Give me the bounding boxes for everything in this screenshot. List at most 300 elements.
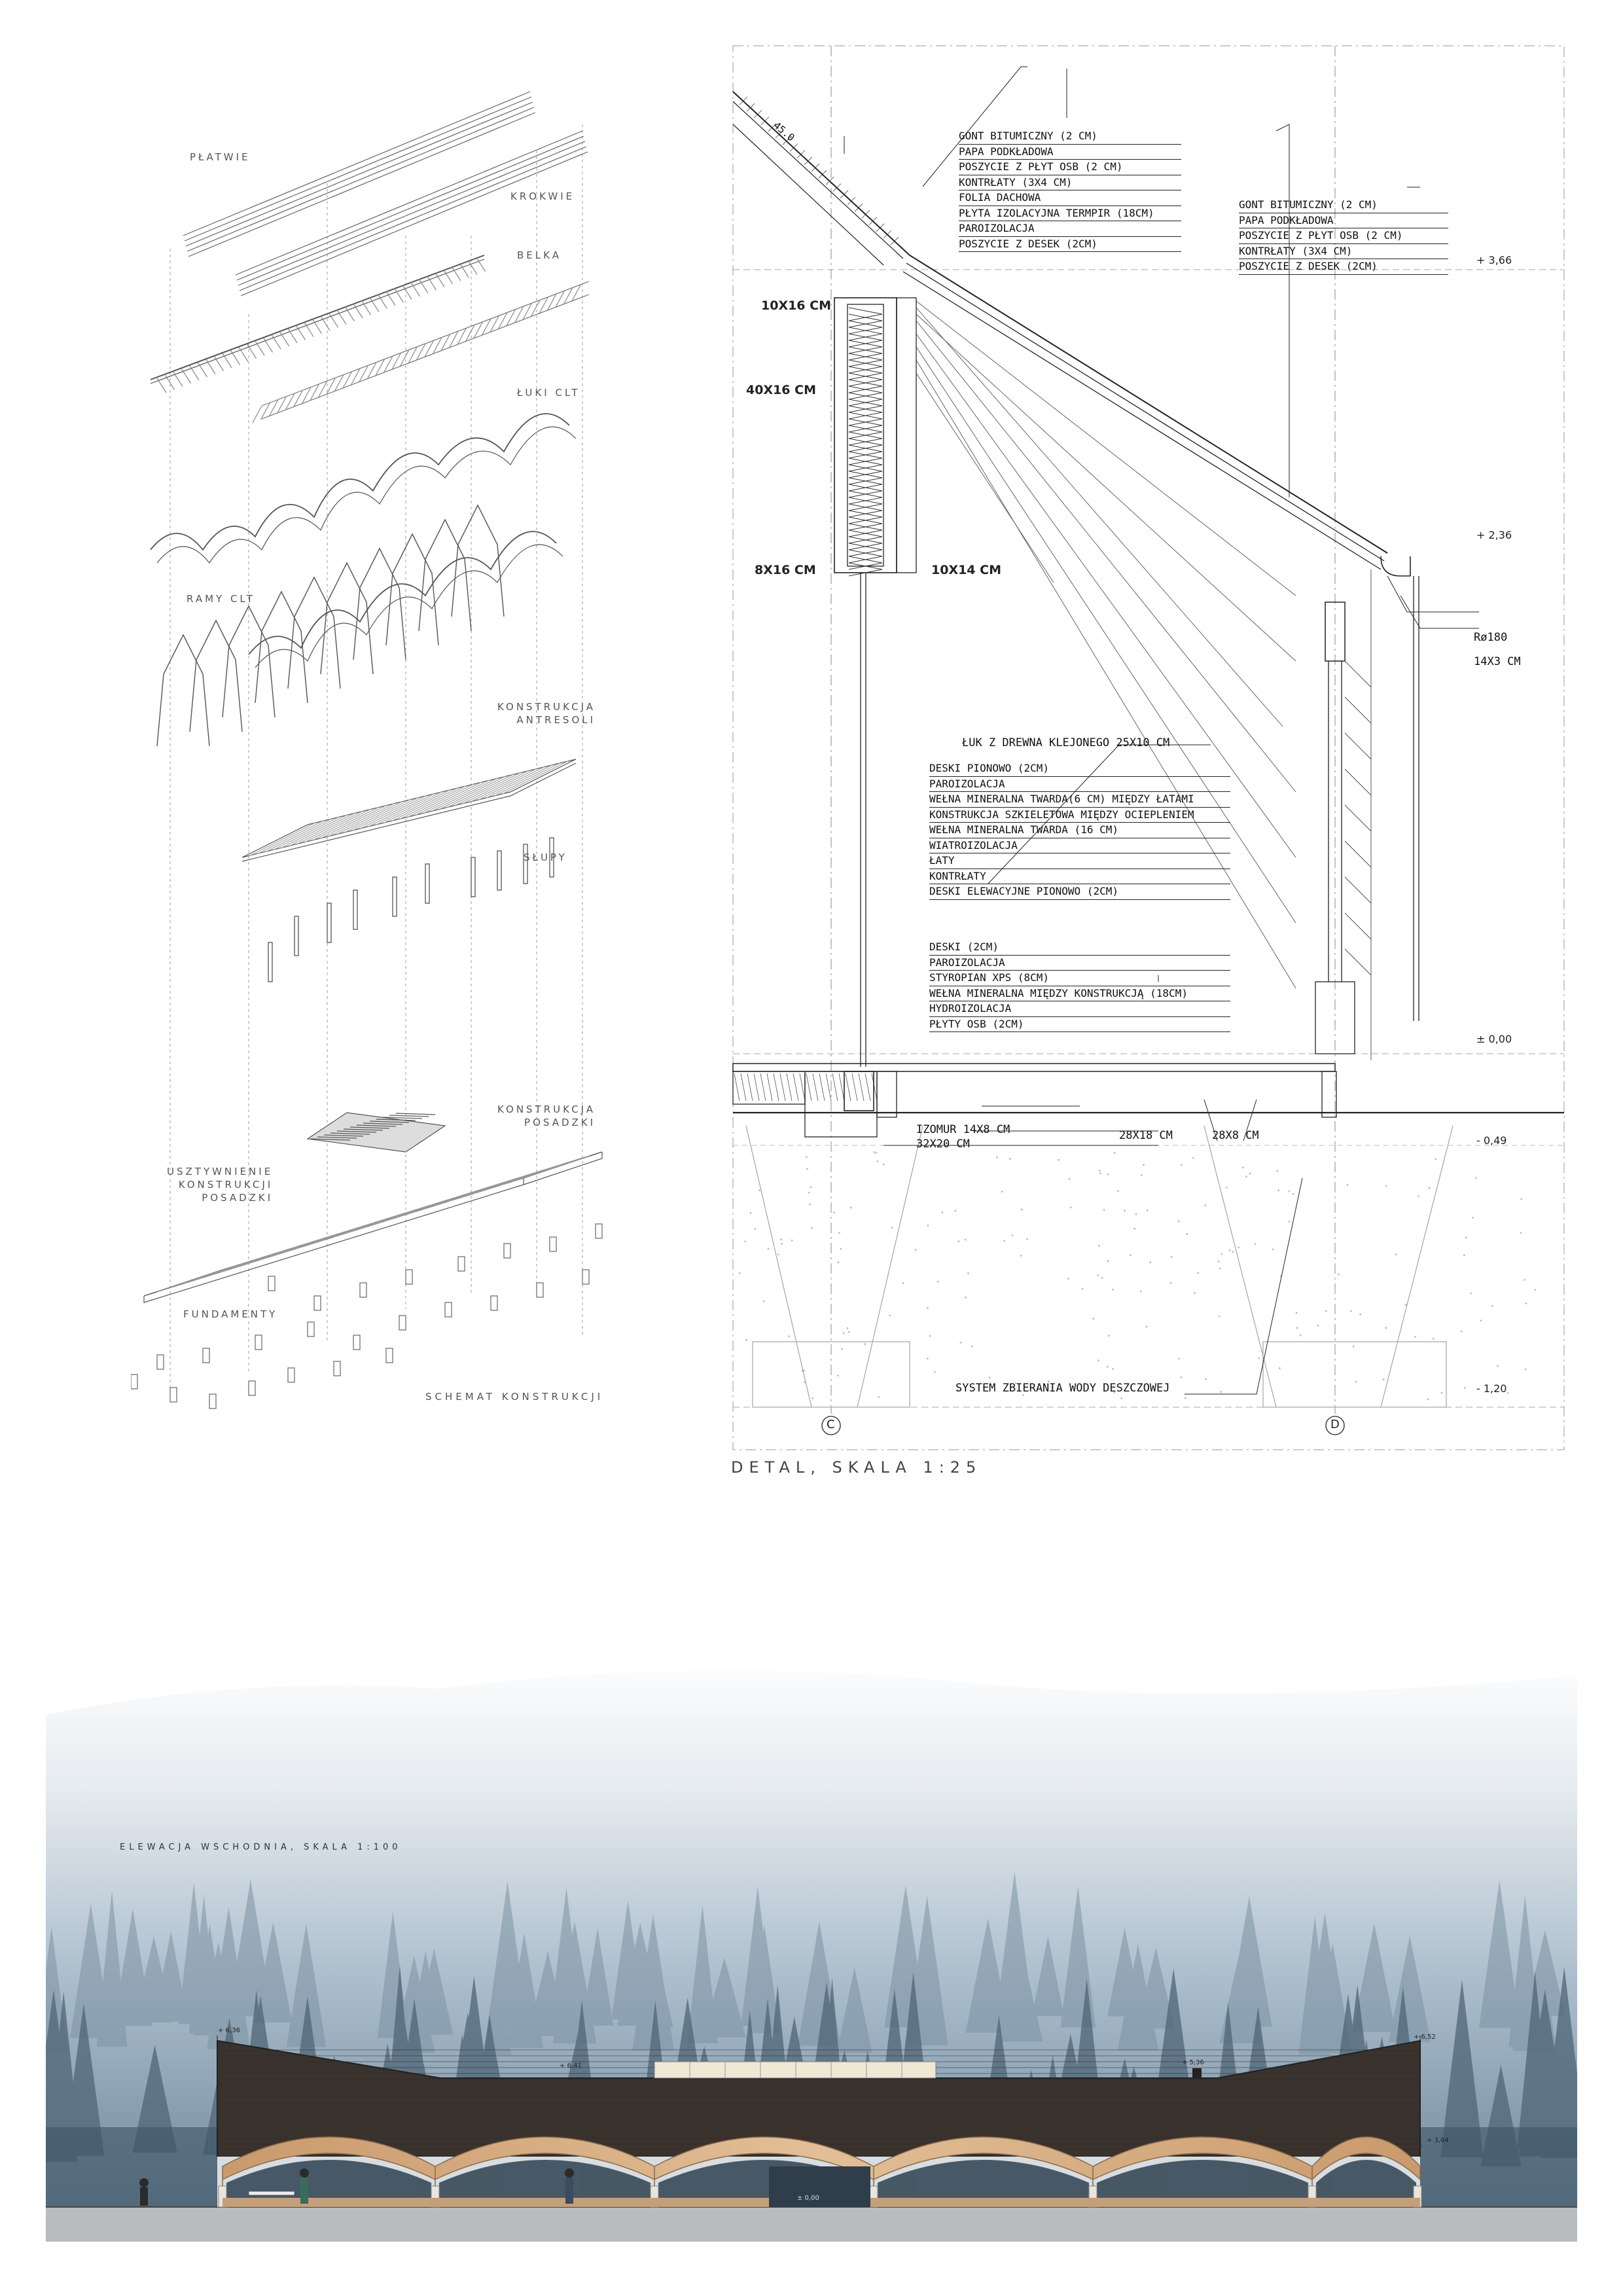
- soil-dot: [1395, 1253, 1397, 1255]
- insulation-hatch: [852, 1073, 857, 1101]
- layer-item: KONSTRUKCJA SZKIELETOWA MIĘDZY OCIEPLENIEM: [929, 808, 1230, 823]
- soil-dot: [1353, 1346, 1355, 1348]
- clt-frame: [190, 620, 242, 732]
- cladding-line: [1345, 661, 1371, 687]
- soil-dot: [1249, 1172, 1251, 1174]
- soil-dot: [1463, 1255, 1465, 1257]
- soil-dot: [1293, 1193, 1294, 1195]
- soil-dot: [1204, 1204, 1206, 1206]
- soil-dot: [1385, 1327, 1387, 1329]
- soil-dot: [806, 1168, 808, 1170]
- soil-dot: [1101, 1277, 1103, 1279]
- soil-dot: [1130, 1254, 1132, 1256]
- soil-dot: [1507, 1392, 1509, 1394]
- insulation-hatch: [787, 1073, 792, 1101]
- soil-dot: [1441, 1392, 1443, 1394]
- clt-frame: [353, 548, 406, 660]
- soil-dot: [1429, 1187, 1431, 1189]
- soil-dot: [791, 1240, 793, 1242]
- elevation-title: ELEWACJA WSCHODNIA, SKALA 1:100: [120, 1842, 402, 1852]
- elevation-mark-6: ± 0,00: [797, 2195, 819, 2202]
- floor-line: [511, 1156, 590, 1182]
- soil-dot: [1112, 1368, 1114, 1370]
- foundation-pile: [399, 1316, 406, 1330]
- dim-8x16: 8X16 CM: [755, 563, 816, 577]
- soil-dot: [806, 1157, 808, 1158]
- clt-frame: [419, 520, 471, 631]
- soil-dot: [1226, 1187, 1228, 1189]
- layer-item: POSZYCIE Z DESEK (2CM): [959, 237, 1181, 253]
- insulation-hatch: [767, 1073, 772, 1101]
- insulation-hatch: [741, 1073, 746, 1101]
- soil-dot: [1001, 1191, 1003, 1193]
- soil-dot: [1107, 1366, 1109, 1368]
- soil-dot: [1026, 1238, 1028, 1240]
- level-000: ± 0,00: [1476, 1033, 1512, 1045]
- soil-dot: [1103, 1209, 1105, 1211]
- soil-dot: [1277, 1189, 1279, 1191]
- insulation-hatch: [826, 1073, 831, 1101]
- insulation-hatch: [734, 1073, 740, 1101]
- soil-dot: [1058, 1159, 1060, 1161]
- soil-dot: [781, 1243, 783, 1245]
- soil-dot: [1296, 1327, 1298, 1329]
- insulation-hatch: [800, 1073, 805, 1101]
- soil-dot: [1218, 1261, 1220, 1263]
- soil-dot: [1385, 1185, 1387, 1187]
- rafter-line: [378, 295, 387, 309]
- elevation-mark-2: + 6,41: [560, 2062, 582, 2070]
- soil-dot: [1355, 1381, 1357, 1383]
- label-luki-clt: ŁUKI CLT: [517, 387, 580, 399]
- soil-dot: [1350, 1310, 1352, 1312]
- soil-dot: [1535, 1289, 1537, 1291]
- roof-layers-eave-list: [1239, 198, 1448, 275]
- label-ramy-clt: RAMY CLT: [187, 593, 255, 605]
- dim-gutter: 14X3 CM: [1474, 655, 1521, 668]
- soil-dot: [1070, 1206, 1072, 1208]
- rafter-line: [231, 350, 240, 365]
- cladding-line: [1345, 769, 1371, 795]
- soil-dot: [837, 1374, 839, 1376]
- soil-dot: [1480, 1319, 1482, 1321]
- rafter-line: [223, 353, 232, 368]
- soil-dot: [1097, 1359, 1099, 1361]
- soil-dot: [1221, 1253, 1222, 1255]
- rafter-line: [239, 348, 248, 362]
- soil-dot: [1082, 1288, 1084, 1290]
- soil-dot: [1069, 1178, 1071, 1180]
- soil-dot: [965, 1297, 967, 1299]
- soil-dot: [1097, 1274, 1099, 1276]
- foundation-pile: [582, 1270, 589, 1284]
- soil-dot: [838, 1261, 840, 1263]
- insulation-hatch: [872, 1073, 877, 1101]
- insulation-hatch: [846, 1073, 851, 1101]
- label-fundamenty: FUNDAMENTY: [183, 1308, 278, 1320]
- foundation-pile: [255, 1335, 262, 1350]
- soil-dot: [1099, 1170, 1101, 1172]
- soil-dot: [1288, 1221, 1290, 1223]
- label-konstrukcja-antresoli: [497, 700, 596, 726]
- label-konstrukcja-posadzki: [497, 1103, 596, 1129]
- foundation-pile: [596, 1224, 602, 1238]
- insulation-hatch: [865, 1073, 870, 1101]
- foundation-pile: [353, 1335, 360, 1350]
- label-platwie: PŁATWIE: [190, 151, 251, 163]
- cladding-line: [1345, 805, 1371, 831]
- soil-dot: [1147, 1210, 1149, 1211]
- rafter-line: [198, 363, 207, 377]
- axis-label-d: D: [1330, 1418, 1340, 1431]
- cladding-line: [1345, 841, 1371, 867]
- layer-item: STYROPIAN XPS (8CM): [929, 971, 1230, 986]
- level-120: - 1,20: [1476, 1382, 1507, 1395]
- soil-dot: [1242, 1167, 1244, 1169]
- cladding-line: [1345, 697, 1371, 723]
- elevation-mark-4: + 6,52: [1414, 2034, 1436, 2041]
- layer-item: HYDROIZOLACJA: [929, 1001, 1230, 1017]
- insulation-hatch: [839, 1073, 844, 1101]
- foundation-pile: [550, 1237, 556, 1251]
- soil-dot: [1245, 1175, 1247, 1177]
- level-236: + 2,36: [1476, 529, 1512, 541]
- soil-dot: [1470, 1293, 1472, 1295]
- soil-dot: [1435, 1158, 1436, 1160]
- label-usztywnienie: [167, 1165, 273, 1204]
- label-usztywnienie-line1: USZTYWNIENIE: [167, 1166, 274, 1177]
- foundation-pile: [458, 1257, 465, 1271]
- rafter-line: [166, 375, 175, 389]
- layer-item: POSZYCIE Z PŁYT OSB (2 CM): [1239, 228, 1448, 244]
- dim-10x16: 10X16 CM: [761, 298, 831, 313]
- soil-dot: [1383, 1378, 1385, 1380]
- soil-dot: [1192, 1157, 1194, 1159]
- label-antresola-line2: ANTRESOLI: [516, 714, 596, 726]
- soil-dot: [1170, 1282, 1172, 1284]
- soil-dot: [1092, 1318, 1094, 1319]
- soil-dot: [768, 1247, 770, 1249]
- rafter-line: [215, 357, 224, 371]
- soil-dot: [1180, 1376, 1182, 1378]
- exploded-structure-drawing: [131, 65, 628, 1453]
- soil-dot: [1414, 1336, 1416, 1338]
- soil-dot: [1178, 1221, 1180, 1223]
- elevation-mark-1: + 6,36: [218, 2027, 240, 2034]
- layer-item: KONTRŁATY (3X4 CM): [1239, 244, 1448, 260]
- dim-40x16: 40X16 CM: [746, 383, 816, 397]
- elevation-mark-3: + 5,36: [1182, 2059, 1204, 2066]
- wall-layers-list: [929, 761, 1230, 900]
- soil-dot: [1099, 1172, 1101, 1174]
- soil-dot: [758, 1189, 760, 1191]
- rafter-line: [402, 285, 412, 300]
- label-usztywnienie-line2: KONSTRUKCJI: [178, 1179, 274, 1191]
- soil-dot: [846, 1327, 848, 1329]
- soil-dot: [1258, 1357, 1260, 1359]
- rafter-line: [386, 291, 395, 306]
- layer-item: KONTRŁATY (3X4 CM): [959, 175, 1181, 191]
- soil-dot: [1012, 1234, 1014, 1236]
- soil-dot: [1107, 1261, 1109, 1263]
- dim-beam: 32X20 CM: [916, 1138, 970, 1151]
- label-slupy: SŁUPY: [524, 852, 567, 863]
- cladding-line: [1345, 913, 1371, 939]
- soil-dot: [1359, 1314, 1361, 1316]
- insulation-hatch: [747, 1073, 753, 1101]
- soil-dot: [755, 1228, 757, 1230]
- soil-dot: [1185, 1397, 1186, 1399]
- soil-dot: [1140, 1291, 1142, 1293]
- soil-dot: [749, 1212, 751, 1214]
- insulation-hatch: [754, 1073, 759, 1101]
- layer-item: GONT BITUMICZNY (2 CM): [1239, 198, 1448, 213]
- soil-dot: [1171, 1256, 1173, 1258]
- layer-item: WEŁNA MINERALNA TWARDA(6 CM) MIĘDZY ŁATAMI: [929, 792, 1230, 808]
- soil-dot: [833, 1211, 835, 1213]
- soil-dot: [1124, 1210, 1126, 1211]
- soil-dot: [1009, 1158, 1011, 1160]
- insulation-hatch: [760, 1073, 766, 1101]
- soil-dot: [1220, 1391, 1222, 1393]
- layer-item: WEŁNA MINERALNA MIĘDZY KONSTRUKCJĄ (18CM): [929, 986, 1230, 1002]
- soil-dot: [739, 1272, 741, 1274]
- label-belka: BELKA: [517, 249, 562, 261]
- soil-dot: [873, 1151, 875, 1153]
- layer-item: FOLIA DACHOWA: [959, 190, 1181, 206]
- soil-dot: [927, 1307, 929, 1309]
- layer-item: POSZYCIE Z PŁYT OSB (2 CM): [959, 160, 1181, 175]
- soil-dot: [1465, 1237, 1467, 1239]
- soil-dot: [996, 1157, 998, 1158]
- soil-dot: [1317, 1325, 1319, 1327]
- soil-dot: [883, 1164, 885, 1166]
- soil-dot: [1475, 1177, 1477, 1179]
- soil-dot: [777, 1253, 779, 1255]
- insulation-hatch: [813, 1073, 818, 1101]
- rafter-line: [173, 372, 183, 387]
- layer-item: DESKI (2CM): [929, 940, 1230, 956]
- soil-dot: [1279, 1367, 1281, 1369]
- insulation-hatch: [780, 1073, 785, 1101]
- soil-dot: [942, 1211, 944, 1213]
- soil-dot: [850, 1207, 852, 1209]
- foundation-pile: [445, 1302, 452, 1317]
- dim-joist-2: 28X8 CM: [1212, 1129, 1259, 1142]
- foundation-pile: [537, 1283, 543, 1297]
- elevation-mark-5: + 3,64: [1427, 2137, 1449, 2144]
- soil-dot: [1067, 1278, 1069, 1280]
- dim-joist-1: 28X18 CM: [1119, 1129, 1173, 1142]
- soil-dot: [1229, 1249, 1231, 1251]
- soil-dot: [958, 1240, 960, 1242]
- foundation-pile: [203, 1348, 209, 1363]
- axis-label-c: C: [827, 1418, 835, 1431]
- soil-dot: [1276, 1170, 1278, 1172]
- soil-dot: [788, 1335, 790, 1337]
- soil-dot: [1346, 1184, 1348, 1186]
- soil-dot: [1194, 1292, 1196, 1294]
- foundation-pile: [157, 1355, 164, 1369]
- layer-item: WEŁNA MINERALNA TWARDA (16 CM): [929, 823, 1230, 838]
- soil-dot: [1300, 1335, 1302, 1336]
- soil-dot: [809, 1204, 811, 1206]
- foundation-pile: [360, 1283, 366, 1297]
- insulation-hatch: [849, 308, 882, 314]
- soil-dot: [840, 1248, 842, 1250]
- soil-dot: [1418, 1195, 1419, 1197]
- layer-item: WIATROIZOLACJA: [929, 838, 1230, 854]
- soil-dot: [929, 1335, 931, 1337]
- layer-item: DESKI PIONOWO (2CM): [929, 761, 1230, 777]
- soil-dot: [1238, 1247, 1240, 1249]
- soil-dot: [1289, 1191, 1291, 1193]
- soil-dot: [927, 1357, 929, 1359]
- dim-radius: Rø180: [1474, 631, 1508, 644]
- dim-arch: ŁUK Z DREWNA KLEJONEGO 25X10 CM: [962, 736, 1170, 749]
- soil-dot: [927, 1225, 929, 1227]
- soil-dot: [955, 1210, 957, 1212]
- soil-dot: [1255, 1243, 1257, 1245]
- soil-dot: [1325, 1310, 1327, 1312]
- floor-layers-list: [929, 940, 1230, 1032]
- stiffening-line: [389, 1115, 429, 1117]
- layer-item: PŁYTA IZOLACYJNA TERMPIR (18CM): [959, 206, 1181, 222]
- dim-10x14: 10X14 CM: [931, 563, 1001, 577]
- soil-dot: [1525, 1302, 1527, 1304]
- dim-izomur: IZOMUR 14X8 CM: [916, 1123, 1010, 1136]
- soil-dot: [1427, 1399, 1429, 1401]
- soil-dot: [1112, 1289, 1114, 1291]
- cladding-line: [1345, 733, 1371, 759]
- foundation-pile: [504, 1244, 510, 1258]
- foundation-pile: [491, 1296, 497, 1310]
- foundation-pile: [170, 1388, 177, 1402]
- soil-dot: [1178, 1357, 1180, 1359]
- layer-item: PAROIZOLACJA: [959, 221, 1181, 237]
- foundation-pile: [308, 1322, 314, 1336]
- rafter-line: [182, 369, 191, 384]
- layer-item: PŁYTY OSB (2CM): [929, 1017, 1230, 1033]
- soil-dot: [1232, 1251, 1234, 1253]
- soil-dot: [745, 1339, 747, 1341]
- clt-frame: [288, 577, 340, 689]
- soil-dot: [1219, 1268, 1221, 1270]
- layer-item: DESKI ELEWACYJNE PIONOWO (2CM): [929, 884, 1230, 900]
- soil-dot: [811, 1227, 813, 1229]
- layer-item: PAPA PODKŁADOWA: [959, 145, 1181, 160]
- soil-dot: [1141, 1174, 1143, 1176]
- foundation-pile: [268, 1276, 275, 1291]
- soil-dot: [1272, 1248, 1274, 1250]
- soil-dot: [1405, 1304, 1407, 1306]
- label-posadzka-line2: POSADZKI: [524, 1117, 596, 1128]
- insulation-hatch: [793, 1073, 798, 1101]
- soil-dot: [1107, 1174, 1109, 1175]
- insulation-hatch: [774, 1073, 779, 1101]
- soil-dot: [960, 1342, 962, 1344]
- soil-dot: [1338, 1274, 1340, 1276]
- soil-dot: [762, 1300, 764, 1302]
- foundation-pile: [249, 1381, 255, 1395]
- soil-dot: [1021, 1209, 1023, 1211]
- rafter-line: [370, 298, 379, 312]
- layer-item: GONT BITUMICZNY (2 CM): [959, 129, 1181, 145]
- rafter-line: [253, 406, 262, 423]
- layer-item: PAROIZOLACJA: [929, 777, 1230, 793]
- soil-dot: [1120, 1397, 1122, 1399]
- soil-dot: [1472, 1217, 1474, 1219]
- soil-dot: [1520, 1232, 1522, 1234]
- label-antresola-line1: KONSTRUKCJA: [497, 701, 596, 713]
- soil-dot: [902, 1282, 904, 1284]
- layer-item: PAPA PODKŁADOWA: [1239, 213, 1448, 229]
- east-elevation-drawing: [46, 1649, 1577, 2242]
- soil-dot: [891, 1227, 893, 1229]
- stiffening-line: [396, 1113, 435, 1115]
- rafter-line: [362, 300, 371, 315]
- soil-dot: [808, 1192, 810, 1194]
- soil-dot: [967, 1272, 969, 1274]
- soil-dot: [1296, 1312, 1298, 1314]
- clt-frame: [321, 563, 373, 674]
- soil-dot: [780, 1238, 782, 1240]
- cladding-line: [1345, 877, 1371, 903]
- soil-dot: [865, 1343, 866, 1345]
- foundation-pile: [209, 1394, 216, 1408]
- soil-dot: [812, 1397, 813, 1399]
- label-posadzka-line1: KONSTRUKCJA: [497, 1103, 596, 1115]
- soil-dot: [744, 1240, 746, 1242]
- soil-dot: [937, 1281, 939, 1283]
- soil-dot: [838, 1232, 840, 1234]
- soil-dot: [971, 1345, 973, 1347]
- foundation-pile: [406, 1270, 412, 1284]
- dim-rain-system: SYSTEM ZBIERANIA WODY DESZCZOWEJ: [955, 1382, 1170, 1395]
- rafter-line: [157, 378, 166, 393]
- soil-dot: [915, 1249, 917, 1251]
- soil-dot: [1186, 1233, 1188, 1235]
- label-usztywnienie-line3: POSADZKI: [202, 1192, 274, 1204]
- label-krokwie: KROKWIE: [510, 190, 575, 202]
- clt-frame: [157, 635, 209, 746]
- soil-dot: [841, 1348, 843, 1350]
- level-049: - 0,49: [1476, 1134, 1507, 1147]
- level-366: + 3,66: [1476, 254, 1512, 266]
- layer-item: KONTRŁATY: [929, 869, 1230, 885]
- soil-dot: [1491, 1305, 1493, 1307]
- insulation-hatch: [819, 1073, 825, 1101]
- rafter-line: [206, 360, 215, 374]
- soil-dot: [1098, 1245, 1100, 1247]
- rafter-line: [190, 366, 199, 380]
- soil-dot: [878, 1396, 880, 1398]
- roof-layers-main-list: [959, 129, 1181, 252]
- soil-dot: [1114, 1152, 1116, 1154]
- soil-dot: [810, 1186, 812, 1188]
- foundation-pile: [314, 1296, 321, 1310]
- soil-dot: [876, 1152, 878, 1154]
- soil-dot: [1205, 1378, 1207, 1380]
- foundation-pile: [131, 1374, 137, 1389]
- insulation-hatch: [832, 1073, 838, 1101]
- soil-dot: [1117, 1190, 1119, 1192]
- soil-dot: [889, 1314, 891, 1316]
- roof-angle-label: 45.0: [771, 119, 797, 144]
- insulation-hatch: [859, 1073, 864, 1101]
- insulation-hatch: [806, 1073, 812, 1101]
- layer-item: POSZYCIE Z DESEK (2CM): [1239, 259, 1448, 275]
